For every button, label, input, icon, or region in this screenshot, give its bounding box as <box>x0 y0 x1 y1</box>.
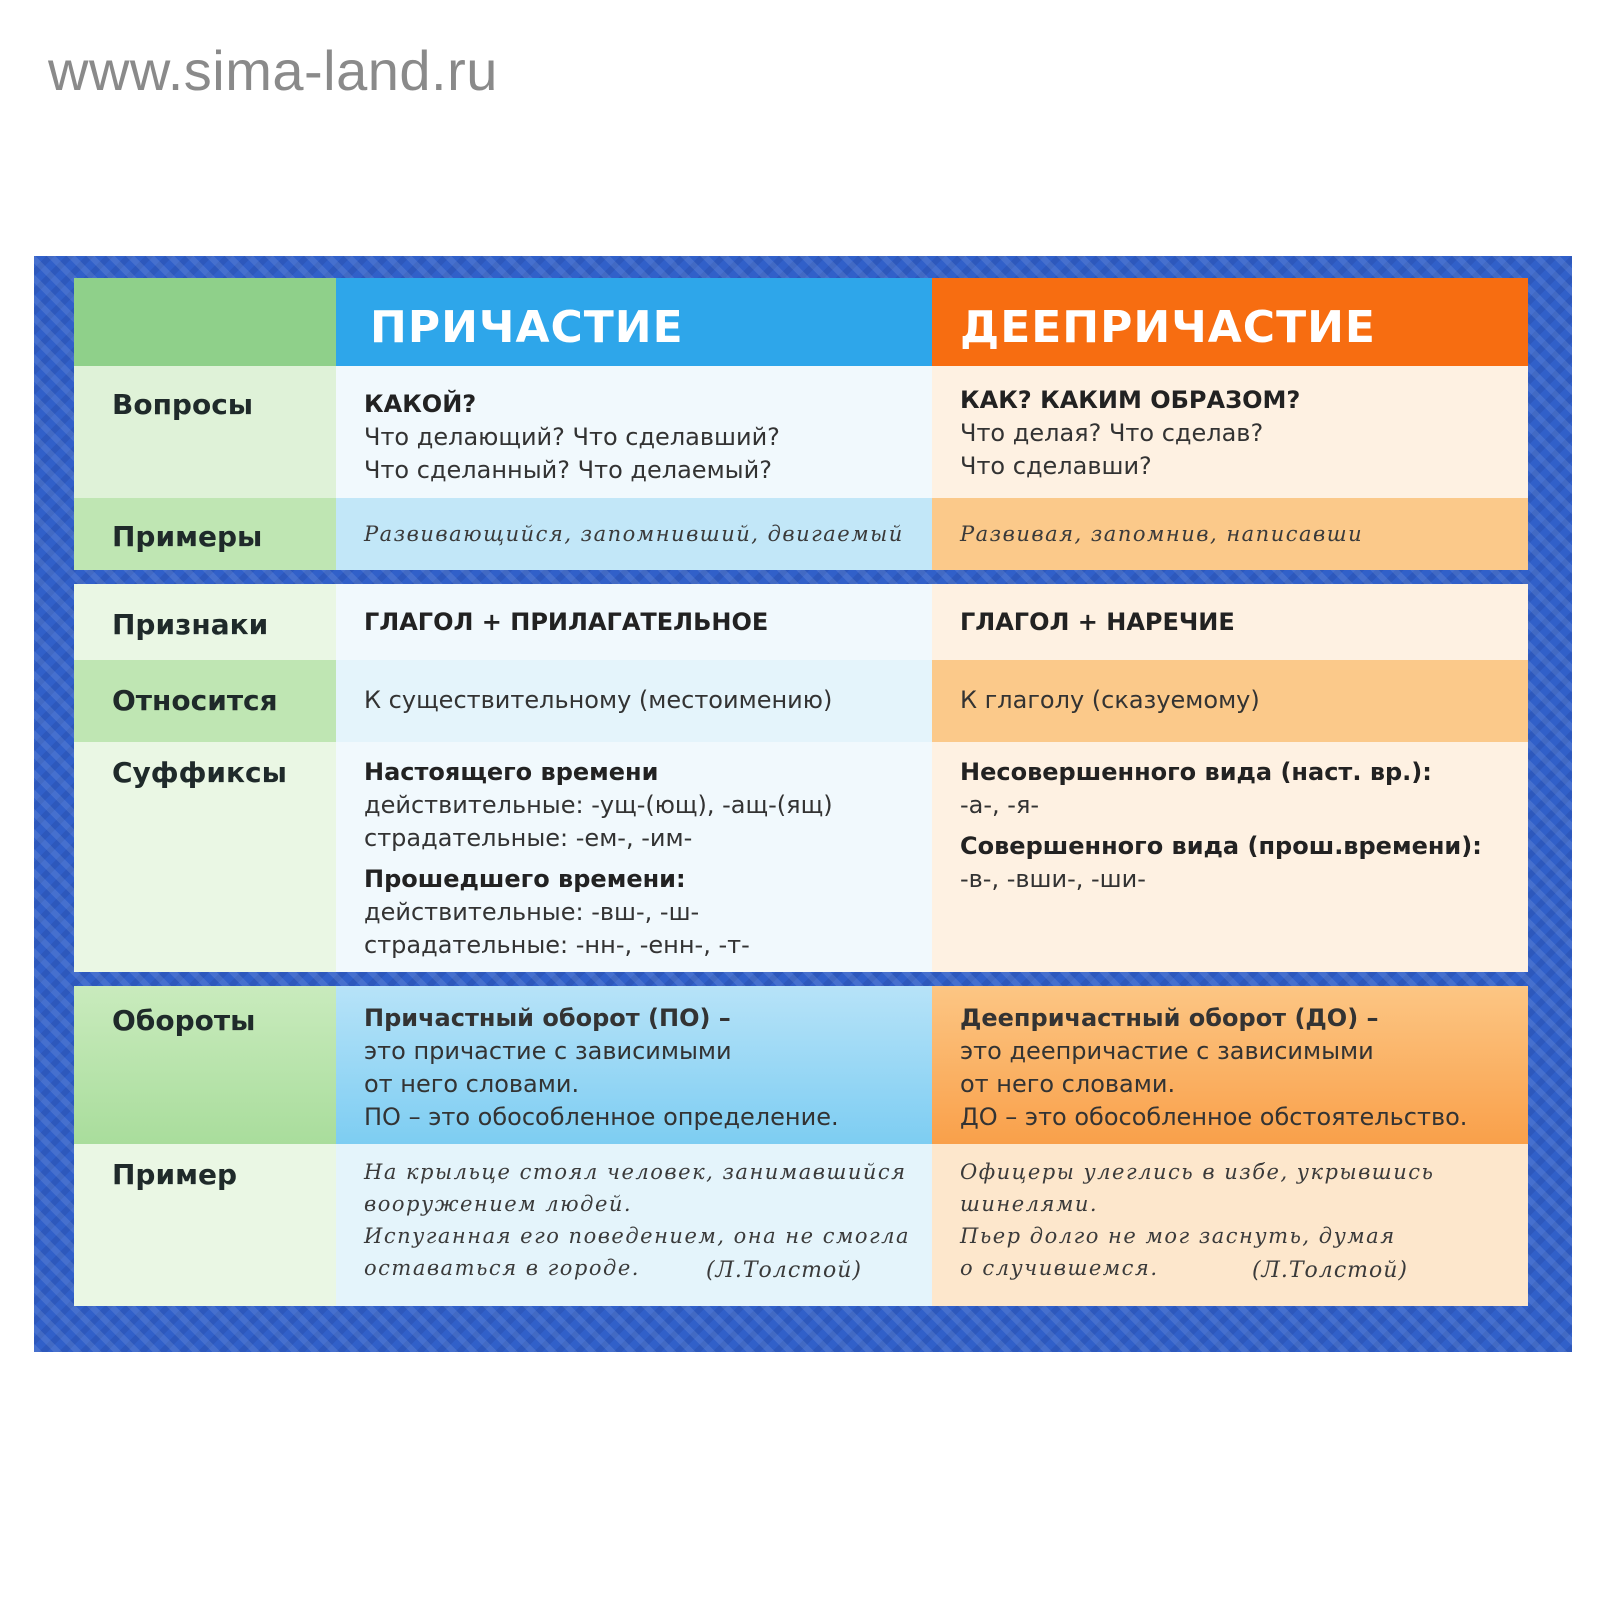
participle-suffix-heading: Прошедшего времени: <box>364 865 686 893</box>
gerund-examples-cell <box>932 498 1528 570</box>
gerund-suffix-line: -в-, -вши-, -ши- <box>960 865 1146 893</box>
participle-questions-cell <box>336 366 932 498</box>
row-relates <box>74 660 1528 742</box>
gerund-phrase-line: это деепричастие с зависимыми <box>960 1037 1374 1065</box>
participle-phrase-line: от него словами. <box>364 1070 580 1098</box>
row-suffixes <box>74 742 1528 972</box>
gerund-suffix-heading: Совершенного вида (прош.времени): <box>960 832 1482 860</box>
panel-middle <box>74 584 1528 972</box>
participle-example-cell <box>336 1144 932 1306</box>
row-label-signs: Признаки <box>112 608 269 641</box>
gerund-title: ДЕЕПРИЧАСТИЕ <box>960 302 1376 353</box>
participle-relates-cell <box>336 660 932 742</box>
participle-example-line: На крыльце стоял человек, занимавшийся <box>364 1160 907 1184</box>
header-participle <box>336 278 932 366</box>
gerund-question-main: КАК? КАКИМ ОБРАЗОМ? <box>960 386 1301 414</box>
label-cell <box>74 498 336 570</box>
gerund-phrases-cell <box>932 986 1528 1144</box>
participle-example-line: вооружением людей. <box>364 1192 633 1216</box>
gerund-example-cell <box>932 1144 1528 1306</box>
participle-phrase-title: Причастный оборот (ПО) <box>364 1004 711 1032</box>
gerund-relates-cell <box>932 660 1528 742</box>
label-cell <box>74 986 336 1144</box>
participle-phrase-line: ПО – это обособленное определение. <box>364 1103 839 1131</box>
label-cell <box>74 1144 336 1306</box>
header-empty-cell <box>74 278 336 366</box>
panel-bottom <box>74 986 1528 1306</box>
participle-example-author: (Л.Толстой) <box>705 1258 862 1283</box>
row-label-examples: Примеры <box>112 520 263 553</box>
participle-suffixes-cell <box>336 742 932 972</box>
label-cell <box>74 584 336 660</box>
participle-example-line: оставаться в городе. <box>364 1256 640 1280</box>
gerund-suffix-heading: Несовершенного вида (наст. вр.): <box>960 758 1432 786</box>
gerund-suffix-line: -а-, -я- <box>960 791 1040 819</box>
gerund-phrase-line: ДО – это обособленное обстоятельство. <box>960 1103 1468 1131</box>
gerund-example-line: Офицеры улеглись в избе, укрывшись <box>960 1160 1435 1184</box>
gerund-suffixes-cell <box>932 742 1528 972</box>
participle-phrase-dash: – <box>710 1004 731 1032</box>
gerund-phrase-line: от него словами. <box>960 1070 1176 1098</box>
participle-question-line: Что делающий? Что сделавший? <box>364 423 780 451</box>
participle-phrases-cell <box>336 986 932 1144</box>
gerund-examples-text: Развивая, запомнив, написавши <box>960 522 1364 546</box>
row-label-suffixes: Суффиксы <box>112 756 287 789</box>
participle-suffix-line: действительные: -вш-, -ш- <box>364 898 700 926</box>
gerund-signs-cell <box>932 584 1528 660</box>
participle-suffix-heading: Настоящего времени <box>364 758 659 786</box>
row-label-relates: Относится <box>112 684 278 717</box>
panel-top <box>74 278 1528 570</box>
gerund-relates-text: К глаголу (сказуемому) <box>960 686 1260 714</box>
row-label-phrases: Обороты <box>112 1004 256 1037</box>
row-example <box>74 1144 1528 1306</box>
row-signs <box>74 584 1528 660</box>
gerund-question-line: Что сделавши? <box>960 452 1152 480</box>
watermark-url: www.sima-land.ru <box>48 39 498 102</box>
label-cell <box>74 366 336 498</box>
participle-suffix-line: страдательные: -ем-, -им- <box>364 824 693 852</box>
row-examples <box>74 498 1528 570</box>
participle-phrase-line: это причастие с зависимыми <box>364 1037 732 1065</box>
gerund-question-line: Что делая? Что сделав? <box>960 419 1264 447</box>
participle-question-line: Что сделанный? Что делаемый? <box>364 456 772 484</box>
gerund-example-line: о случившемся. <box>960 1256 1159 1280</box>
gerund-phrase-title: Деепричастный оборот (ДО) <box>960 1004 1359 1032</box>
participle-signs-cell <box>336 584 932 660</box>
label-cell <box>74 742 336 972</box>
label-cell <box>74 660 336 742</box>
poster <box>34 256 1572 1352</box>
participle-example-line: Испуганная его поведением, она не смогла <box>364 1224 911 1248</box>
gerund-signs-text: ГЛАГОЛ + НАРЕЧИЕ <box>960 608 1235 636</box>
participle-examples-text: Развивающийся, запомнивший, двигаемый <box>364 522 904 546</box>
row-label-questions: Вопросы <box>112 388 254 421</box>
gerund-example-line: шинелями. <box>960 1192 1099 1216</box>
participle-examples-cell <box>336 498 932 570</box>
header-row <box>74 278 1528 366</box>
gerund-phrase-dash: – <box>1358 1004 1379 1032</box>
gerund-example-author: (Л.Толстой) <box>1251 1258 1408 1283</box>
participle-question-main: КАКОЙ? <box>364 390 477 418</box>
participle-title: ПРИЧАСТИЕ <box>370 302 684 353</box>
row-label-example: Пример <box>112 1158 238 1191</box>
participle-relates-text: К существительному (местоимению) <box>364 686 833 714</box>
participle-suffix-line: действительные: -ущ-(ющ), -ащ-(ящ) <box>364 791 833 819</box>
header-gerund <box>932 278 1528 366</box>
row-questions <box>74 366 1528 498</box>
gerund-questions-cell <box>932 366 1528 498</box>
gerund-example-line: Пьер долго не мог заснуть, думая <box>960 1224 1396 1248</box>
row-phrases <box>74 986 1528 1144</box>
participle-signs-text: ГЛАГОЛ + ПРИЛАГАТЕЛЬНОЕ <box>364 608 769 636</box>
participle-suffix-line: страдательные: -нн-, -енн-, -т- <box>364 931 750 959</box>
